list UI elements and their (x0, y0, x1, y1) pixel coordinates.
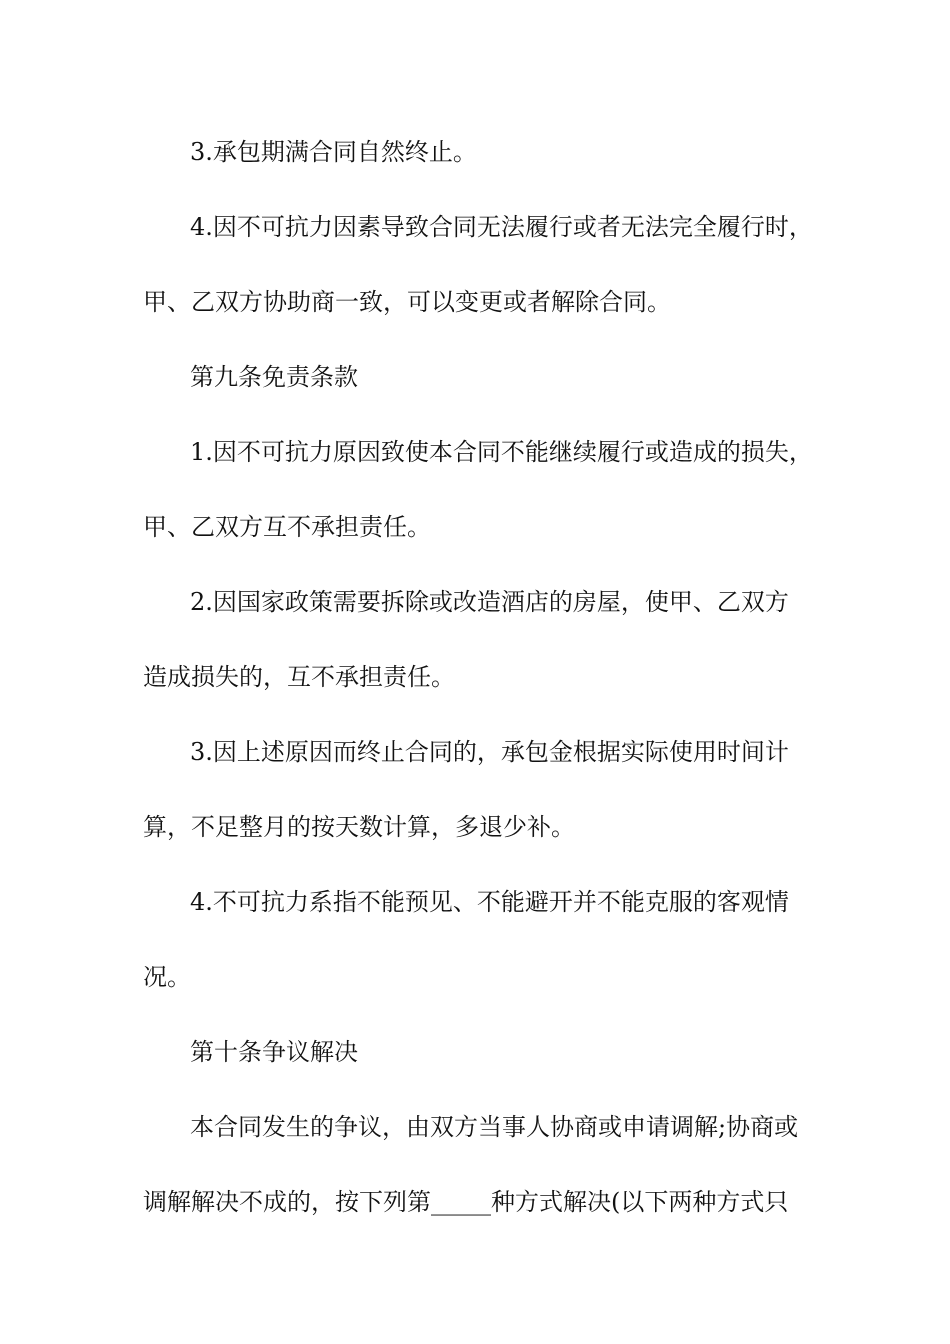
clause-line: 甲、乙双方协助商一致，可以变更或者解除合同。 (143, 288, 671, 316)
clause-line: 调解解决不成的，按下列第_____种方式解决(以下两种方式只 (143, 1188, 789, 1216)
clause-line: 2.因国家政策需要拆除或改造酒店的房屋，使甲、乙双方 (190, 588, 789, 616)
clause-line: 4.因不可抗力因素导致合同无法履行或者无法完全履行时， (190, 213, 813, 241)
clause-line: 3.因上述原因而终止合同的，承包金根据实际使用时间计 (190, 738, 789, 766)
clause-line: 算，不足整月的按天数计算，多退少补。 (143, 813, 575, 841)
clause-line: 4.不可抗力系指不能预见、不能避开并不能克服的客观情 (190, 888, 789, 916)
section-heading: 第九条免责条款 (190, 363, 358, 391)
clause-line: 造成损失的，互不承担责任。 (143, 663, 455, 691)
clause-line: 甲、乙双方互不承担责任。 (143, 513, 431, 541)
section-heading: 第十条争议解决 (190, 1038, 358, 1066)
clause-line: 况。 (143, 963, 191, 991)
clause-line: 本合同发生的争议，由双方当事人协商或申请调解;协商或 (190, 1113, 799, 1141)
clause-line: 3.承包期满合同自然终止。 (190, 138, 477, 166)
clause-line: 1.因不可抗力原因致使本合同不能继续履行或造成的损失， (190, 438, 813, 466)
